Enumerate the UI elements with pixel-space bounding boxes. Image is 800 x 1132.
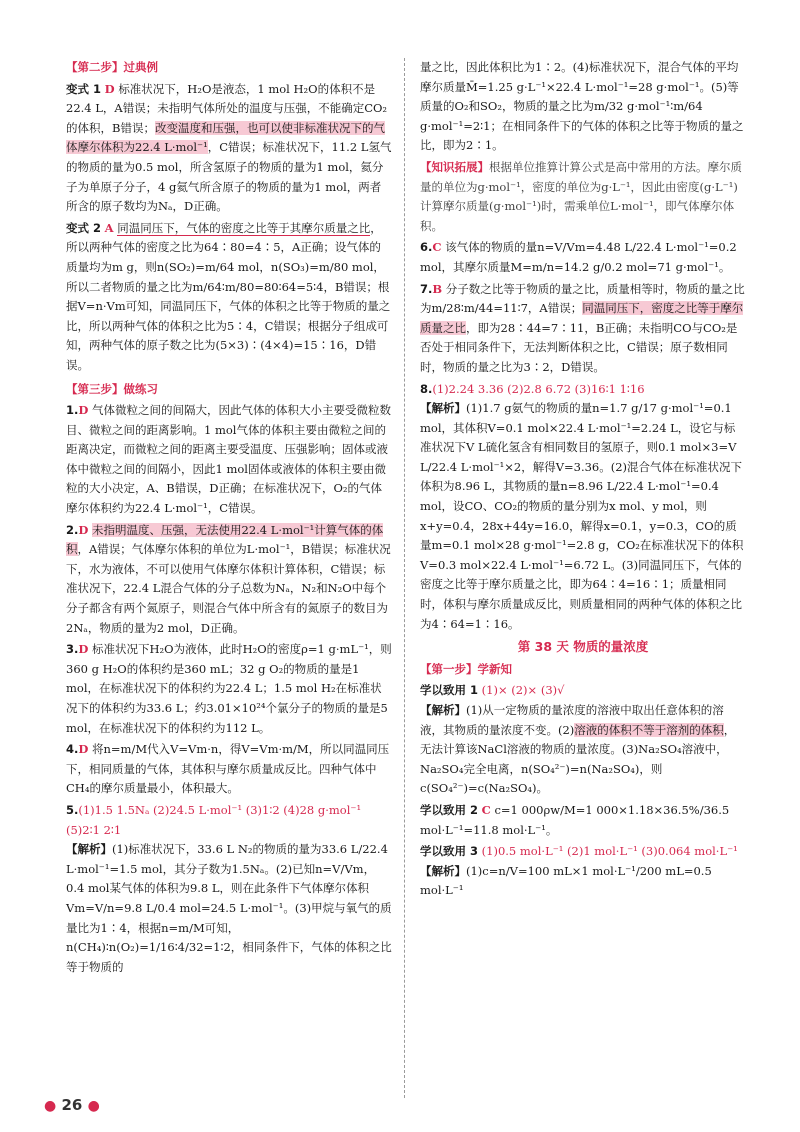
q6-text: 该气体的物质的量n=V/Vm=4.48 L/22.4 L·mol⁻¹=0.2 mol，其摩尔质量M=m/n=14.2 g/0.2 mol=71 g·mol⁻¹。: [420, 240, 737, 274]
question-4: [66, 740, 392, 799]
right-column: [420, 58, 746, 901]
left-column: [66, 58, 392, 977]
q5-answer: (1)1.5 1.5Nₐ (2)24.5 L·mol⁻¹ (3)1∶2 (4)28 g·mol⁻¹ (5)2∶1 2∶1: [66, 802, 362, 837]
variant-2: [66, 219, 392, 376]
practice-1-text-b: ，无法计算该NaCl溶液的物质的量浓度。(3)Na₂SO₄溶液中，Na₂SO₄完全电离，n(SO₄²⁻)=n(Na₂SO₄)，则c(SO₄²⁻)=c(Na₂SO₄)。: [420, 722, 736, 796]
variant-1-highlight: 改变温度和压强，也可以使非标准状况下的气体摩尔体积为22.4 L·mol⁻¹: [66, 120, 385, 155]
q1-number: 1.: [66, 403, 79, 418]
practice-1-answer: (1)× (2)× (3)√: [481, 683, 565, 698]
q8-analysis-text: (1)1.7 g氨气的物质的量n=1.7 g/17 g·mol⁻¹=0.1 mol，其体积V=0.1 mol×22.4 L·mol⁻¹=2.24 L，设它与标准状况下V L硫化氢含有相同数目的氢原子，则0.1 mol×3=V L/22.4 L·mol⁻¹×2，解得V=3.36。(2)混合气体在标准状况下体积为8.96 L，其物质的量n=8.96 L/22.4 L·mol⁻¹=0.4 mol，设CO、CO₂的物质的量分别为x mol、y mol，则x+y=0.4，28x+44y=16.0，解得x=0.1，y=0.3，CO的质量m=0.1 mol×28 g·mol⁻¹=2.8 g，CO₂在标准状况下的体积V=0.3 mol×22.4 L·mol⁻¹=6.72 L。(3)同温同压下，气体的密度之比等于摩尔质量之比，即为64∶4=16∶1；质量相同时，体积与摩尔质量成反比，则质量相同的两种气体的体积之比为4∶64=1∶16。: [420, 401, 744, 631]
variant-1-text-a: 标准状况下，H₂O是液态，1 mol H₂O的体积不是22.4 L，A错误；未指明气体所处的温度与压强，不能确定CO₂的体积，B错误；: [66, 81, 388, 135]
practice-2-label: 学以致用 2: [420, 802, 479, 817]
practice-3-analysis: [420, 862, 746, 901]
variant-2-answer: A: [104, 220, 114, 235]
day-38-title: 第 38 天 物质的量浓度: [517, 639, 649, 655]
knowledge-expansion-text: 根据单位推算计算公式是高中常用的方法。摩尔质量的单位为g·mol⁻¹，密度的单位为g·L⁻¹，因此由密度(g·L⁻¹)计算摩尔质量(g·mol⁻¹)时，需乘单位L·mol⁻¹，即气体摩尔体积。: [420, 159, 742, 233]
q5-analysis-text: (1)标准状况下，33.6 L N₂的物质的量为33.6 L/22.4 L·mol⁻¹=1.5 mol，其分子数为1.5Nₐ。(2)已知n=V/Vm，0.4 mol某气体的体积为9.8 L，则在此条件下气体摩尔体积Vm=V/n=9.8 L/0.4 mol=24.5 L·mol⁻¹。(3)甲烷与氧气的质量比为1∶4，根据n=m/M可知，n(CH₄)∶n(O₂)=1/16∶4/32=1∶2，相同条件下，气体的体积之比等于物质的: [66, 842, 392, 974]
q2-text: ，A错误；气体摩尔体积的单位为L·mol⁻¹，B错误；标准状况下，水为液体，不可以使用气体摩尔体积计算体积，C错误；标准状况下，22.4 L混合气体的分子总数为Nₐ，N₂和N₂O中每个分子都含有两个氮原子，则混合气体中所含有的氮原子的数目为2Nₐ，物质的量为2 mol，D正确。: [66, 542, 391, 635]
question-6: [420, 238, 746, 277]
q6-answer: C: [432, 240, 442, 255]
variant-2-text: ，所以两种气体的密度之比为64∶80=4∶5，A正确；设气体的质量均为m g，则n(SO₂)=m/64 mol，n(SO₃)=m/80 mol，所以二者物质的量之比为m/64∶m/80=80∶64=5∶4，B错误；根据V=n·Vm可知，同温同压下，气体的体积之比等于物质的量之比，所以两种气体的体积之比为5∶4，C错误；根据分子组成可知，两种气体的原子数之比为(5×3)∶(4×4)=15∶16，D错误。: [66, 220, 391, 372]
page-number-dot-left: ●: [44, 1098, 57, 1114]
variant-1-label: 变式 1: [66, 81, 102, 96]
practice-2: [420, 801, 746, 840]
q8-answer: (1)2.24 3.36 (2)2.8 6.72 (3)16∶1 1∶16: [432, 381, 645, 396]
q8-analysis: [420, 399, 746, 634]
q6-number: 6.: [420, 240, 433, 255]
q3-number: 3.: [66, 642, 79, 657]
question-3: [66, 640, 392, 738]
question-8: [420, 380, 746, 400]
q7-highlight: 同温同压下，密度之比等于摩尔质量之比: [420, 301, 744, 335]
q5-continued: 量之比，因此体积比为1∶2。(4)标准状况下，混合气体的平均摩尔质量M̄=1.25 g·L⁻¹×22.4 L·mol⁻¹=28 g·mol⁻¹。(5)等质量的O₂和SO₂，物质的量之比为m/32 g·mol⁻¹∶m/64 g·mol⁻¹=2∶1；在相同条件下的气体的体积之比等于物质的量之比，即为2∶1。: [420, 60, 744, 153]
page-number-value: 26: [61, 1096, 83, 1114]
question-1: [66, 401, 392, 519]
practice-1-label: 学以致用 1: [420, 683, 479, 698]
knowledge-expansion-tag: 【知识拓展】: [420, 159, 489, 174]
q3-text: 标准状况下H₂O为液体，此时H₂O的密度ρ=1 g·mL⁻¹，则360 g H₂O的体积约是360 mL；32 g O₂的物质的量是1 mol，在标准状况下的体积约为22.4 L；1.5 mol H₂在标准状况下的体积约为33.6 L；约3.01×10²⁴个氯分子的物质的量是5 mol，在标准状况下的体积约为112 L。: [66, 642, 392, 735]
q2-number: 2.: [66, 522, 79, 537]
q7-text-a: 分子数之比等于物质的量之比，质量相等时，物质的量之比为m/28∶m/44=11∶7，A错误；: [420, 281, 745, 316]
q2-highlight: 未指明温度、压强，无法使用22.4 L·mol⁻¹计算气体的体积: [66, 522, 384, 557]
practice-3-label: 学以致用 3: [420, 844, 479, 859]
q4-answer: D: [78, 742, 89, 757]
page-number: [44, 1096, 100, 1117]
variant-1-answer: D: [104, 81, 115, 96]
step1-header: 【第一步】学新知: [420, 661, 512, 676]
q8-number: 8.: [420, 381, 433, 396]
practice-3-analysis-tag: 【解析】: [420, 863, 466, 878]
q5-analysis-tag: 【解析】: [66, 842, 112, 857]
q7-number: 7.: [420, 281, 433, 296]
practice-3: [420, 842, 746, 862]
practice-1-analysis: [420, 701, 746, 799]
practice-2-text: c=1 000ρw/M=1 000×1.18×36.5%/36.5 mol·L⁻¹=11.8 mol·L⁻¹。: [420, 802, 730, 837]
q1-text: 气体微粒之间的间隔大，因此气体的体积大小主要受微粒数目、微粒之间的距离影响。1 mol气体的体积主要由微粒之间的距离决定，而微粒之间的距离主要受温度、压强影响；固体或液体中微粒之间的间隔小，因此1 mol固体或液体的体积主要由微粒的大小决定，A、B错误，D正确；在标准状况下，O₂的气体摩尔体积约为22.4 L·mol⁻¹，C错误。: [66, 403, 392, 516]
q2-answer: D: [78, 522, 89, 537]
knowledge-expansion: [420, 158, 746, 236]
practice-1-text-a: (1)从一定物质的量浓度的溶液中取出任意体积的溶液，其物质的量浓度不变。(2): [420, 703, 724, 737]
practice-3-text: (1)c=n/V=100 mL×1 mol·L⁻¹/200 mL=0.5 mol·L⁻¹: [420, 863, 712, 898]
practice-1-highlight: 溶液的体积不等于溶剂的体积: [574, 722, 724, 737]
q7-answer: B: [432, 281, 443, 296]
variant-1-text-b: ，C错误；标准状况下，11.2 L氢气的物质的量为0.5 mol，所含氢原子的物质的量为1 mol，氦分子为单原子分子，4 g氦气所含原子的物质的量为1 mol，两者所含的原子数均为Nₐ，D正确。: [66, 140, 392, 214]
q7-text-b: ，即为28∶44=7∶11，B正确；未指明CO与CO₂是否处于相同条件下，无法判断体积之比，C错误；原子数相同时，物质的量之比为3∶2，D错误。: [420, 320, 738, 374]
page-number-dot-right: ●: [87, 1098, 100, 1114]
q5-number: 5.: [66, 802, 79, 817]
question-2: [66, 521, 392, 639]
q8-analysis-tag: 【解析】: [420, 401, 466, 416]
variant-2-label: 变式 2: [66, 220, 102, 235]
step3-header: 【第三步】做练习: [66, 381, 158, 396]
step2-header: 【第二步】过典例: [66, 60, 158, 74]
q1-answer: D: [78, 403, 89, 418]
practice-3-answer: (1)0.5 mol·L⁻¹ (2)1 mol·L⁻¹ (3)0.064 mol·L⁻¹: [481, 844, 738, 859]
question-5: [66, 801, 392, 840]
column-divider: [404, 58, 405, 1098]
practice-1-analysis-tag: 【解析】: [420, 703, 466, 717]
q5-analysis: [66, 840, 392, 977]
q3-answer: D: [78, 642, 89, 657]
question-7: [420, 280, 746, 378]
q4-number: 4.: [66, 742, 79, 757]
variant-1: [66, 80, 392, 217]
q4-text: 将n=m/M代入V=Vm·n，得V=Vm·m/M，所以同温同压下，相同质量的气体，其体积与摩尔质量成反比。四种气体中CH₄的摩尔质量最小，体积最大。: [66, 742, 390, 796]
variant-2-underline: 同温同压下，气体的密度之比等于其摩尔质量之比: [117, 220, 371, 235]
practice-1: [420, 681, 746, 701]
practice-2-answer: C: [481, 802, 491, 817]
